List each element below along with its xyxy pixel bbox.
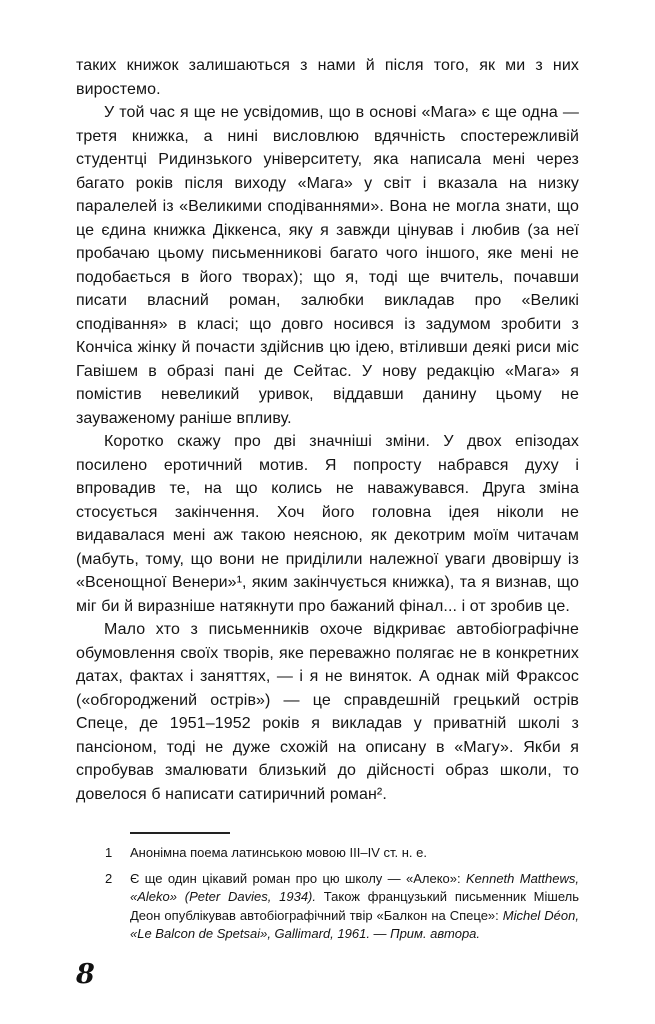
footnote-number: 1 xyxy=(105,845,113,860)
paragraph: таких книжок залишаються з нами й після того, як ми з них виростемо. xyxy=(76,57,579,98)
footnote-citation: Kenneth Matthews, «Aleko» (Peter Davies, 1934). xyxy=(130,870,579,904)
page-number: 8 xyxy=(76,959,95,990)
paragraph: Мало хто з письменників охоче відкриває автобіографічне обумовлення своїх творів, яке переважно полягає не в конкретних датах, фактах і заняттях, — і я не виняток. А однак мій Фраксос («обгороджений острів») — це справдешній грецький острів Спеце, де 1951–1952 років я викладав у приватній школі з пансіоном, тоді не дуже схожій на описану в «Магу». Якби я спробував змалювати близький до дійсності образ школи, то довелося б написати сатиричний роман². xyxy=(76,621,579,803)
footnote-separator xyxy=(130,832,230,834)
footnote-number: 2 xyxy=(105,870,113,886)
paragraph: Коротко скажу про дві значніші зміни. У двох епізодах посилено еротичний мотив. Я попросту набрався духу і впровадив те, на що колись не наважувався. Друга зміна стосується закінчення. Хоч його головна ідея ніколи не видавалася мені аж такою неясною, як декотрим моїм читачам (мабуть, тому, що вони не приділили належної уваги двовіршу із «Всенощної Венери»¹, яким закінчується книжка), та я визнав, що міг би й виразніше натякнути про бажаний фінал... і от зробив це. xyxy=(76,433,579,615)
footnotes xyxy=(76,844,579,951)
footnote xyxy=(76,870,579,944)
footnote xyxy=(76,844,579,863)
footnote-citation: Michel Déon, «Le Balcon de Spetsai», Gallimard, 1961. — Прим. автора. xyxy=(130,907,579,941)
paragraph: У той час я ще не усвідомив, що в основі «Мага» є ще одна — третя книжка, а нині висловлюю вдячність спостережливій студентці Ридинзького університету, яка написала мені через багато років після виходу «Мага» у світ і вказала на низку паралелей із «Великими сподіваннями». Вона не могла знати, що це єдина книжка Діккенса, яку я завжди цінував і любив (за неї пробачаю цьому письменникові багато чого іншого, яке мені не подобається в його творах); що я, тоді ще вчитель, почавши писати власний роман, залюбки викладав про «Великі сподівання» в класі; що довго носився із задумом зробити з Кончіса жінку й почасти здійснив цю ідею, втіливши деякі риси міс Гавішем в образі пані де Сейтас. У нову редакцію «Мага» я помістив невеликий уривок, віддавши данину цьому не зауваженому раніше впливу. xyxy=(76,104,579,427)
body-text xyxy=(76,54,579,806)
footnote-text: Є ще один цікавий роман про цю школу — «Алеко»: xyxy=(130,870,466,886)
footnote-text: Анонімна поема латинською мовою III–IV ст. н. е. xyxy=(130,845,427,860)
footnote-text: Також французький письменник Мішель Деон опублікував автобіографічний твір «Балкон на Спеце»: xyxy=(130,889,579,923)
